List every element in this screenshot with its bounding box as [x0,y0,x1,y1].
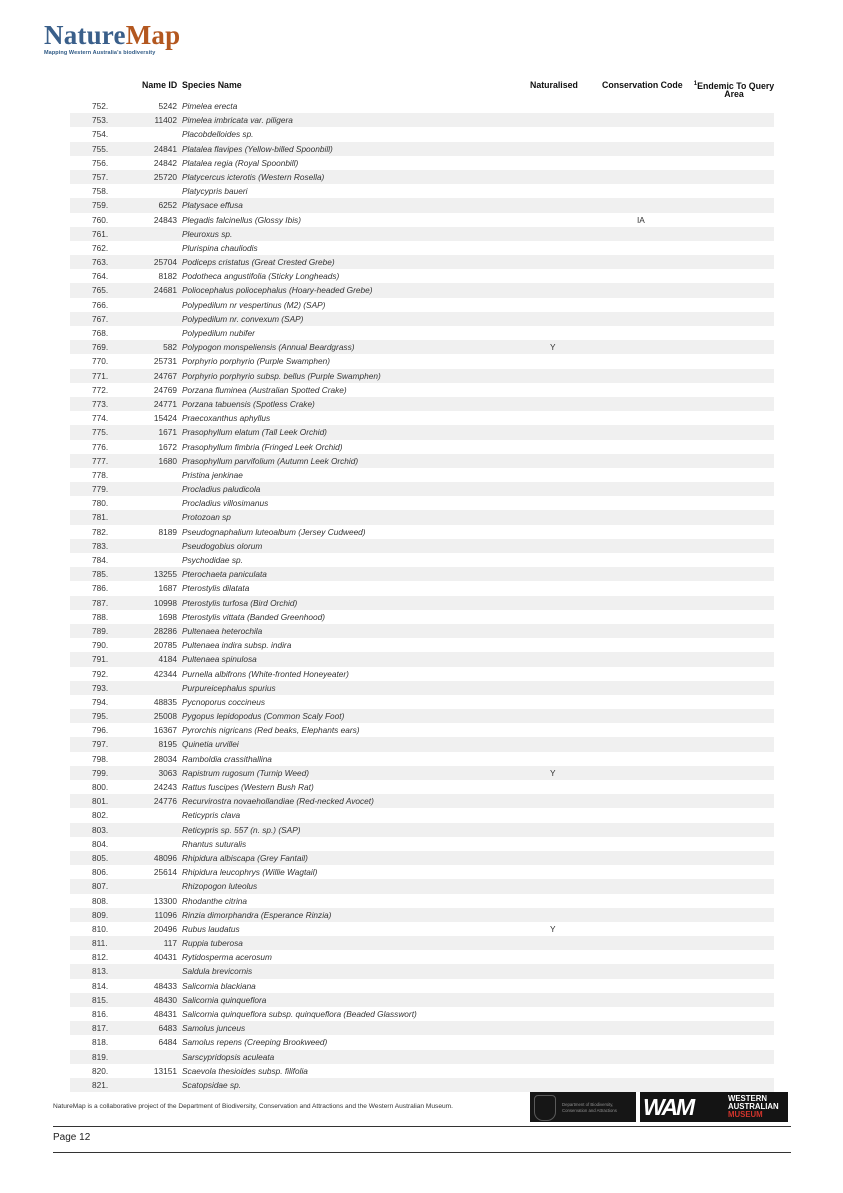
table-row [70,723,774,737]
row-number: 775. [92,427,109,438]
species-name-cell: Pimelea erecta [182,101,238,111]
row-number: 759. [92,200,109,211]
table-row [70,1021,774,1035]
species-name-cell: Polypedilum nr vespertinus (M2) (SAP) [182,299,326,310]
name-id-cell: 1671 [158,427,177,438]
table-row [70,269,774,283]
row-number: 793. [92,682,109,693]
row-number: 800. [92,782,109,792]
name-id-cell: 1680 [158,455,177,466]
species-name-cell: Scaevola thesioides subsp. filifolia [182,1065,308,1076]
row-number: 791. [92,654,109,665]
species-name-cell: Rapistrum rugosum (Turnip Weed) [182,767,309,778]
row-number: 798. [92,753,109,764]
table-row [70,624,774,638]
table-row [70,198,774,212]
species-name-cell: Rhipidura albiscapa (Grey Fantail) [182,852,308,863]
table-row [70,213,774,227]
column-header-conservation-code: Conservation Code [602,80,683,90]
row-number: 779. [92,484,109,495]
species-name-cell: Porzana fluminea (Australian Spotted Crake) [182,384,347,395]
name-id-cell: 28034 [153,753,177,764]
row-number: 756. [92,157,109,168]
name-id-cell: 48433 [153,980,177,991]
table-row [70,950,774,964]
naturemap-logo [44,22,180,56]
logo-wordmark [44,22,180,49]
row-number: 778. [92,469,109,480]
name-id-cell: 11096 [154,909,177,920]
species-name-cell: Prasophyllum elatum (Tall Leek Orchid) [182,427,327,438]
name-id-cell: 48835 [153,696,177,707]
name-id-cell: 20785 [153,640,177,651]
row-number: 767. [92,313,109,324]
table-row [70,1035,774,1049]
table-row [70,894,774,908]
table-row [70,794,774,808]
species-name-cell: Purnella albifrons (White-fronted Honeyeater) [182,668,349,679]
species-name-cell: Salicornia quinqueflora subsp. quinqueflora (Beaded Glasswort) [182,1009,417,1019]
name-id-cell: 20496 [153,923,177,934]
species-name-cell: Pyrorchis nigricans (Red beaks, Elephants ears) [182,725,360,736]
species-name-cell: Porphyrio porphyrio subsp. bellus (Purple Swamphen) [182,370,381,381]
table-row [70,340,774,354]
species-name-cell: Ramboldia crassithallina [182,753,272,764]
name-id-cell: 13300 [153,895,177,906]
wam-logo-line-2: AUSTRALIAN [728,1102,779,1111]
table-row [70,837,774,851]
row-number: 802. [92,810,109,821]
row-number: 768. [92,328,109,338]
name-id-cell: 11402 [154,115,177,126]
species-name-cell: Platalea regia (Royal Spoonbill) [182,157,299,168]
row-number: 773. [92,398,109,409]
species-name-cell: Porzana tabuensis (Spotless Crake) [182,398,315,409]
page-number: Page 12 [53,1132,91,1143]
row-number: 771. [92,370,109,381]
row-number: 780. [92,498,109,509]
row-number: 757. [92,171,109,182]
species-table [70,99,774,1092]
name-id-cell: 6252 [158,200,177,211]
table-row [70,312,774,326]
wam-logo-line-3: MUSEUM [728,1110,763,1119]
table-row [70,496,774,510]
table-row [70,752,774,766]
row-number: 758. [92,186,109,197]
table-row [70,440,774,454]
row-number: 789. [92,625,109,636]
species-name-cell: Saldula brevicornis [182,966,253,977]
table-row [70,596,774,610]
logo-tagline: Mapping Western Australia's biodiversity [44,50,156,56]
species-name-cell: Procladius villosimanus [182,498,269,509]
table-row [70,936,774,950]
row-number: 819. [92,1051,109,1062]
table-row [70,142,774,156]
coat-of-arms-icon [534,1095,556,1121]
name-id-cell: 582 [163,342,177,353]
name-id-cell: 6483 [158,1023,177,1034]
row-number: 792. [92,668,109,679]
row-number: 786. [92,583,109,594]
table-row [70,737,774,751]
table-row [70,823,774,837]
species-name-cell: Reticypris sp. 557 (n. sp.) (SAP) [182,824,301,835]
row-number: 801. [92,796,109,807]
name-id-cell: 16367 [153,725,177,736]
name-id-cell: 40431 [153,952,177,963]
row-number: 810. [92,923,109,934]
naturalised-cell: Y [550,767,556,778]
table-row [70,241,774,255]
species-name-cell: Pycnoporus coccineus [182,696,266,707]
row-number: 783. [92,540,109,551]
footer-divider-top [53,1126,791,1127]
table-row [70,454,774,468]
row-number: 811. [92,938,108,949]
name-id-cell: 5242 [158,101,177,111]
row-number: 816. [92,1009,109,1019]
species-name-cell: Samolus repens (Creeping Brookweed) [182,1037,328,1048]
row-number: 785. [92,569,109,580]
column-header-name-id: Name ID [142,80,178,90]
row-number: 814. [92,980,109,991]
row-number: 821. [92,1079,109,1090]
table-row [70,298,774,312]
table-row [70,255,774,269]
species-name-cell: Prasophyllum parvifolium (Autumn Leek Orchid) [182,455,359,466]
name-id-cell: 25731 [153,356,177,367]
row-number: 754. [92,129,109,140]
species-name-cell: Pimelea imbricata var. piligera [182,115,293,126]
table-row [70,127,774,141]
row-number: 788. [92,611,109,622]
row-number: 753. [92,115,109,126]
species-name-cell: Podiceps cristatus (Great Crested Grebe) [182,257,335,268]
name-id-cell: 25720 [153,171,177,182]
table-row [70,851,774,865]
name-id-cell: 1687 [158,583,177,594]
species-name-cell: Platysace effusa [182,200,243,211]
row-number: 820. [92,1065,109,1076]
species-name-cell: Plurispina chauliodis [182,242,258,253]
naturalised-cell: Y [550,923,556,934]
table-row [70,979,774,993]
table-row [70,553,774,567]
table-row [70,482,774,496]
row-number: 762. [92,242,109,253]
row-number: 815. [92,994,109,1005]
row-number: 777. [92,455,109,466]
name-id-cell: 13151 [153,1065,177,1076]
table-row [70,170,774,184]
species-name-cell: Rattus fuscipes (Western Bush Rat) [182,782,314,792]
table-row [70,184,774,198]
table-row [70,709,774,723]
row-number: 769. [92,342,109,353]
name-id-cell: 24843 [153,214,177,225]
table-row [70,369,774,383]
row-number: 761. [92,228,109,239]
row-number: 799. [92,767,109,778]
naturalised-cell: Y [550,342,556,353]
row-number: 755. [92,143,109,154]
species-name-cell: Reticypris clava [182,810,241,821]
table-row [70,1064,774,1078]
species-name-cell: Pterostylis dilatata [182,583,250,594]
dbca-logo-line-2: Conservation and Attractions [562,1108,617,1113]
column-header-endemic [690,80,778,98]
name-id-cell: 13255 [153,569,177,580]
table-row [70,1007,774,1021]
species-name-cell: Rhantus suturalis [182,838,247,849]
table-row [70,425,774,439]
row-number: 763. [92,257,109,268]
species-name-cell: Rhipidura leucophrys (Willie Wagtail) [182,867,318,878]
name-id-cell: 8195 [158,739,177,750]
row-number: 752. [92,101,109,111]
column-header-naturalised: Naturalised [530,80,578,90]
species-name-cell: Rytidosperma acerosum [182,952,272,963]
row-number: 776. [92,441,109,452]
row-number: 774. [92,413,109,424]
name-id-cell: 25614 [153,867,177,878]
name-id-cell: 48431 [153,1009,177,1019]
species-name-cell: Scatopsidae sp. [182,1079,242,1090]
footer-divider-bottom [53,1152,791,1153]
table-row [70,99,774,113]
row-number: 784. [92,555,109,565]
name-id-cell: 1698 [158,611,177,622]
table-row [70,695,774,709]
species-name-cell: Pleuroxus sp. [182,228,233,239]
table-row [70,468,774,482]
table-row [70,581,774,595]
species-name-cell: Pterostylis vittata (Banded Greenhood) [182,611,325,622]
name-id-cell: 3063 [158,767,177,778]
name-id-cell: 1672 [158,441,177,452]
species-name-cell: Pygopus lepidopodus (Common Scaly Foot) [182,711,345,722]
species-name-cell: Rhizopogon luteolus [182,881,258,892]
endemic-footnote-marker: 1 [693,81,698,87]
row-number: 765. [92,285,109,296]
species-name-cell: Psychodidae sp. [182,555,243,565]
species-name-cell: Sarscypridopsis aculeata [182,1051,275,1062]
name-id-cell: 15424 [153,413,177,424]
species-name-cell: Procladius paludicola [182,484,261,495]
species-name-cell: Pseudognaphalium luteoalbum (Jersey Cudweed) [182,526,366,537]
row-number: 813. [92,966,109,977]
row-number: 807. [92,881,109,892]
row-number: 804. [92,838,109,849]
name-id-cell: 6484 [158,1037,177,1048]
table-row [70,638,774,652]
logo-word-map: Map [125,20,181,50]
row-number: 797. [92,739,109,750]
species-name-cell: Rubus laudatus [182,923,240,934]
species-name-cell: Podotheca angustifolia (Sticky Longheads) [182,271,340,282]
wam-logo-line-1: WESTERN [728,1094,767,1103]
species-name-cell: Polypedilum nr. convexum (SAP) [182,313,304,324]
species-name-cell: Rhodanthe citrina [182,895,248,906]
row-number: 764. [92,271,109,282]
row-number: 809. [92,909,109,920]
logo-word-nature: Nature [44,20,126,50]
species-name-cell: Salicornia quinqueflora [182,994,267,1005]
name-id-cell: 28286 [153,625,177,636]
footer-credit: NatureMap is a collaborative project of the Department of Biodiversity, Conservation and Attractions and the Western Australian Museum. [53,1103,453,1110]
name-id-cell: 24842 [153,157,177,168]
name-id-cell: 117 [163,938,177,949]
species-name-cell: Pristina jenkinae [182,469,243,480]
name-id-cell: 24769 [153,384,177,395]
name-id-cell: 8182 [158,271,177,282]
species-name-cell: Pultenaea heterochila [182,625,263,636]
name-id-cell: 10998 [153,597,177,608]
row-number: 817. [92,1023,109,1034]
name-id-cell: 25704 [153,257,177,268]
table-row [70,681,774,695]
table-row [70,667,774,681]
table-row [70,567,774,581]
row-number: 760. [92,214,109,225]
name-id-cell: 4184 [158,654,177,665]
name-id-cell: 24841 [153,143,177,154]
row-number: 787. [92,597,109,608]
species-name-cell: Platycypris baueri [182,186,248,197]
species-name-cell: Platycercus icterotis (Western Rosella) [182,171,325,182]
row-number: 805. [92,852,109,863]
wam-mark: WAM [643,1094,694,1120]
table-row [70,1050,774,1064]
species-name-cell: Pultenaea spinulosa [182,654,257,665]
table-row [70,525,774,539]
species-name-cell: Porphyrio porphyrio (Purple Swamphen) [182,356,331,367]
wa-museum-logo [640,1092,788,1122]
row-number: 808. [92,895,109,906]
endemic-header-label: Endemic To Query Area [697,80,775,99]
species-name-cell: Quinetia urvillei [182,739,239,750]
table-row [70,326,774,340]
species-name-cell: Pultenaea indira subsp. indira [182,640,292,651]
table-row [70,156,774,170]
table-row [70,539,774,553]
species-name-cell: Pterostylis turfosa (Bird Orchid) [182,597,298,608]
row-number: 782. [92,526,109,537]
table-row [70,397,774,411]
table-row [70,808,774,822]
name-id-cell: 24776 [153,796,177,807]
species-name-cell: Polypogon monspeliensis (Annual Beardgrass) [182,342,355,353]
table-row [70,354,774,368]
table-row [70,780,774,794]
species-name-cell: Praecoxanthus aphyllus [182,413,271,424]
table-row [70,865,774,879]
table-row [70,879,774,893]
name-id-cell: 42344 [153,668,177,679]
species-name-cell: Plegadis falcinellus (Glossy Ibis) [182,214,301,225]
table-row [70,411,774,425]
table-row [70,510,774,524]
species-name-cell: Rinzia dimorphandra (Esperance Rinzia) [182,909,332,920]
table-row [70,652,774,666]
name-id-cell: 48096 [153,852,177,863]
species-name-cell: Purpureicephalus spurius [182,682,276,693]
table-row [70,610,774,624]
dbca-logo-line-1: Department of Biodiversity, [562,1102,614,1107]
column-header-species-name: Species Name [182,80,242,90]
species-name-cell: Poliocephalus poliocephalus (Hoary-headed Grebe) [182,285,373,296]
dbca-logo [530,1092,636,1122]
species-name-cell: Polypedilum nubifer [182,328,255,338]
table-row [70,227,774,241]
name-id-cell: 24243 [153,782,177,792]
name-id-cell: 48430 [153,994,177,1005]
name-id-cell: 24771 [153,398,177,409]
name-id-cell: 25008 [153,711,177,722]
table-row [70,1078,774,1092]
table-row [70,113,774,127]
species-name-cell: Pseudogobius olorum [182,540,263,551]
row-number: 794. [92,696,109,707]
species-name-cell: Prasophyllum fimbria (Fringed Leek Orchid) [182,441,343,452]
name-id-cell: 8189 [158,526,177,537]
species-name-cell: Salicornia blackiana [182,980,256,991]
row-number: 803. [92,824,109,835]
species-name-cell: Platalea flavipes (Yellow-billed Spoonbill) [182,143,333,154]
species-name-cell: Ruppia tuberosa [182,938,243,949]
table-row [70,922,774,936]
row-number: 766. [92,299,109,310]
table-row [70,283,774,297]
species-name-cell: Samolus junceus [182,1023,246,1034]
name-id-cell: 24681 [153,285,177,296]
table-row [70,383,774,397]
species-name-cell: Placobdelloides sp. [182,129,254,140]
conservation-code-cell: IA [637,214,645,225]
name-id-cell: 24767 [153,370,177,381]
species-name-cell: Recurvirostra novaehollandiae (Red-necked Avocet) [182,796,374,807]
row-number: 818. [92,1037,109,1048]
table-row [70,993,774,1007]
species-name-cell: Protozoan sp [182,512,231,523]
row-number: 812. [92,952,109,963]
species-name-cell: Pterochaeta paniculata [182,569,267,580]
row-number: 806. [92,867,109,878]
row-number: 770. [92,356,109,367]
table-row [70,766,774,780]
table-row [70,964,774,978]
row-number: 795. [92,711,109,722]
row-number: 781. [92,512,109,523]
row-number: 790. [92,640,109,651]
row-number: 772. [92,384,109,395]
row-number: 796. [92,725,109,736]
table-row [70,908,774,922]
